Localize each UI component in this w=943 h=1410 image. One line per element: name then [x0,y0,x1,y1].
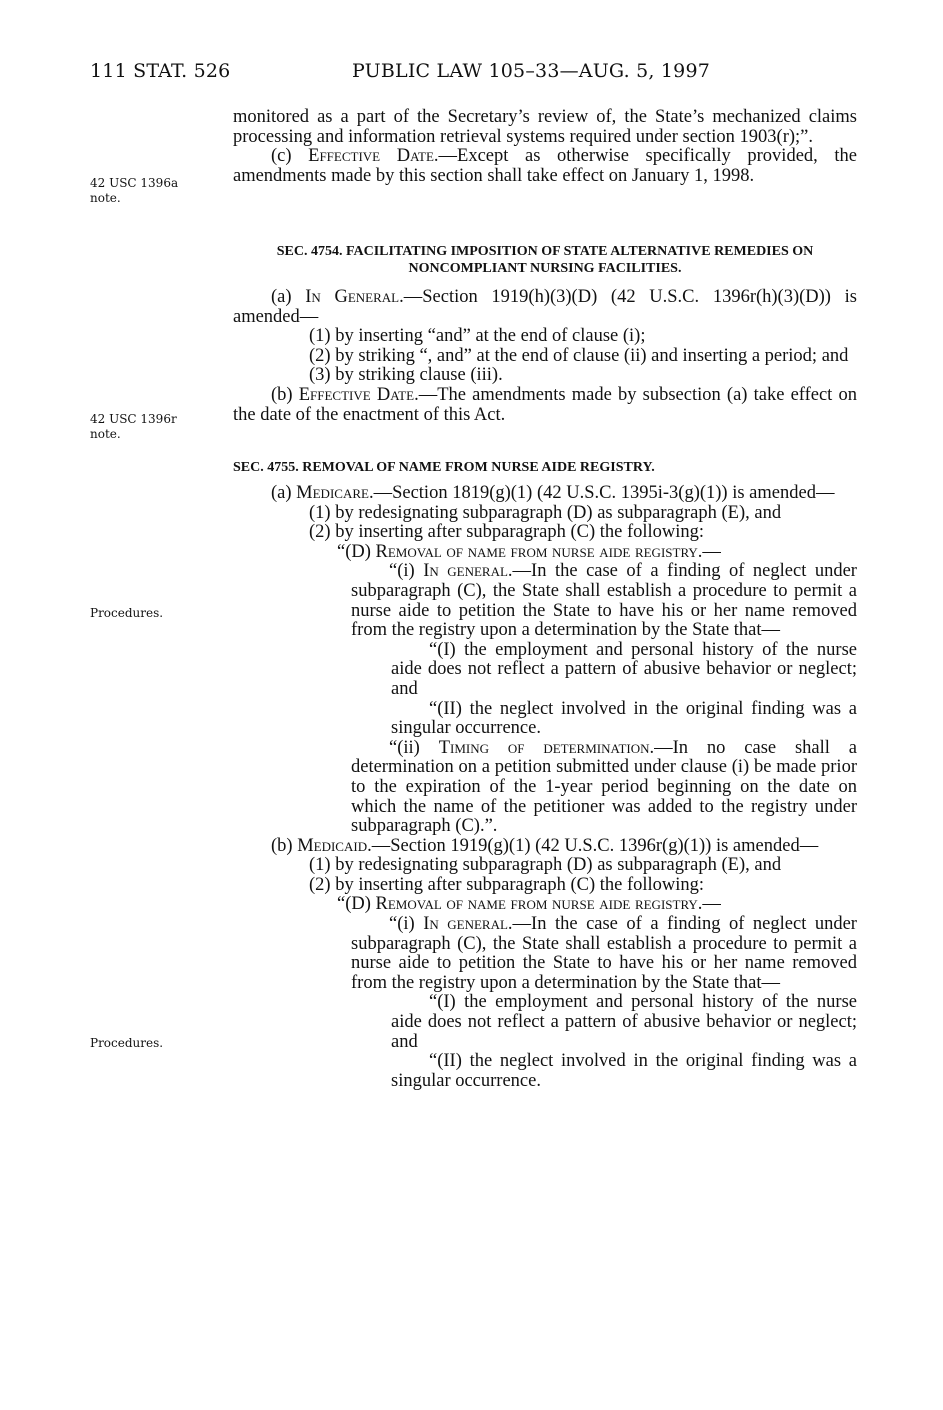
clause-heading: Timing of determination [438,737,650,758]
subsection-text: .—Section 1819(g)(1) (42 U.S.C. 1395i-3(g)(1)) is amended— [368,483,835,503]
subparagraph-d-heading: “(D) Removal of name from nurse aide registry.— [337,541,721,562]
subsection-label: (a) [271,287,306,307]
clause-heading: In general [423,914,508,935]
subsection-b-medicaid [233,837,857,857]
continuation-text: monitored as a part of the Secretary’s review of, the State’s mechanized claims processing and information retrieval systems required under section 1903(r);”. [233,107,857,147]
clause-label: “(i) [389,914,424,935]
stat-page-number: 111 STAT. 526 [90,60,231,82]
margin-note-procedures-2: Procedures. [90,1036,164,1050]
clause-i [233,562,857,640]
subsection-c [233,147,857,186]
margin-note-line: note. [90,191,121,205]
subsection-heading: Effective Date [298,384,415,405]
paragraph-2: (2) by inserting after subparagraph (C) the following: [309,874,705,895]
section-heading-text: SEC. 4754. FACILITATING IMPOSITION OF STATE ALTERNATIVE REMEDIES ON NONCOMPLIANT NURSING FACILITIES. [276,244,814,276]
section-heading-text: SEC. 4755. REMOVAL OF NAME FROM NURSE AIDE REGISTRY. [233,460,655,475]
clause-text: .—In the case of a finding of neglect under subparagraph (C), the State shall establish a procedure to permit a nurse aide to petition the State to have his or her name removed from the registry upon a determination by the State that— [351,914,857,993]
subsection-b [233,386,857,425]
section-4754-body [233,288,857,425]
subsection-heading: Effective Date [308,146,434,167]
paragraph-1: (1) by inserting “and” at the end of clause (i); [309,326,646,347]
subsection-text: .—Except as otherwise specifically provided, the amendments made by this section shall take effect on January 1, 1998. [233,146,857,186]
subsection-a [233,288,857,327]
subsection-heading: Medicaid [297,835,368,856]
subsection-text: .—Section 1919(h)(3)(D) (42 U.S.C. 1396r(h)(3)(D)) is amended— [233,287,857,327]
paragraph-1: (1) by redesignating subparagraph (D) as subparagraph (E), and [309,502,782,523]
subsection-label: (b) [271,384,299,405]
subclause-II: “(II) the neglect involved in the original finding was a singular occurrence. [391,698,857,739]
subsection-heading: Medicare [296,483,369,503]
clause-heading: In general [423,561,508,582]
margin-note-line: 42 USC 1396r [90,412,177,426]
subsection-text: .—Section 1919(g)(1) (42 U.S.C. 1396r(g)(1)) is amended— [367,835,819,856]
subsection-text: .—The amendments made by subsection (a) take effect on the date of the enactment of this Act. [233,384,857,425]
continuation-block [233,108,857,186]
margin-note-procedures-1: Procedures. [90,606,164,620]
subclause-I: “(I) the employment and personal history of the nurse aide does not reflect a pattern of abusive behavior or neglect; and [391,992,857,1052]
subsection-label: (b) [271,835,298,856]
subsection-heading: In General [305,287,400,307]
subsection-label: (c) [271,146,309,167]
margin-note-1396r [90,412,210,442]
clause-label: “(i) [389,561,424,582]
clause-i [233,915,857,993]
subclause-I: “(I) the employment and personal history of the nurse aide does not reflect a pattern of abusive behavior or neglect; and [391,639,857,699]
section-4755-body [233,484,857,1091]
margin-note-line: note. [90,427,121,441]
margin-note-1396a [90,176,210,206]
public-law-header: PUBLIC LAW 105–33—AUG. 5, 1997 [352,60,711,82]
margin-note-line: 42 USC 1396a [90,176,179,190]
paragraph-2: (2) by inserting after subparagraph (C) the following: [309,522,705,543]
subsection-a-medicare [233,484,857,504]
clause-text: .—In no case shall a determination on a petition submitted under clause (i) be made prior to the expiration of the 1-year period beginning on the date on which the name of the petitioner was added to the registry under subparagraph (C).”. [351,737,857,837]
subsection-label: (a) [271,483,297,503]
clause-label: “(ii) [389,737,439,758]
clause-text: .—In the case of a finding of neglect under subparagraph (C), the State shall establish a procedure to permit a nurse aide to petition the State to have his or her name removed from the registry upon a determination by the State that— [351,561,857,641]
section-4754-heading [233,243,857,277]
paragraph-3: (3) by striking clause (iii). [309,365,503,386]
section-4755-heading [233,459,857,476]
clause-ii [233,739,857,837]
paragraph-1: (1) by redesignating subparagraph (D) as subparagraph (E), and [309,855,782,876]
paragraph-2: (2) by striking “, and” at the end of clause (ii) and inserting a period; and [309,345,849,366]
subparagraph-d-heading: “(D) Removal of name from nurse aide registry.— [337,894,721,915]
subclause-II: “(II) the neglect involved in the original finding was a singular occurrence. [391,1051,857,1091]
